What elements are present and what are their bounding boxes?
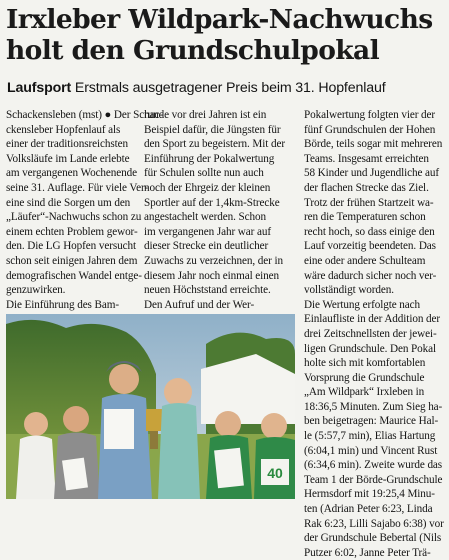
article-text-line: den. Die LG Hopfen versucht xyxy=(6,240,136,253)
article-text-line: eine sind die Sorgen um den xyxy=(6,196,131,209)
article-text-line: eine oder andere Schulteam xyxy=(304,254,426,267)
subheadline xyxy=(7,80,447,96)
article-text-line: ligen Grundschule. Den Pokal xyxy=(304,342,437,355)
article-text-line: Beispiel dafür, die Jüngsten für xyxy=(144,123,281,136)
article-text-line: Hermsdorf mit 19:25,4 Minu- xyxy=(304,488,435,501)
article-text-line: Pokalwertung folgten vier der xyxy=(304,109,436,121)
subheadline-kicker: Laufsport xyxy=(7,80,72,96)
article-text-line: recht hoch, so dass einige den xyxy=(304,225,435,238)
article-text-line: genzuwirken. xyxy=(6,284,66,297)
article-text-line: für Schulen sollte nun auch xyxy=(144,167,264,180)
article-text-line: „Am Wildpark“ Irxleben in xyxy=(304,386,425,399)
article-text-line: Die Wertung erfolgte nach xyxy=(304,298,420,311)
article-text-line: ckensleber Hopfenlauf als xyxy=(6,123,121,136)
article-text-line: Putzer 6:02, Janne Peter Trä- xyxy=(304,546,431,559)
article-text-line: dieser Strecke ein deutlicher xyxy=(144,240,269,253)
article-text-line: Team 1 der Börde-Grundschule xyxy=(304,473,443,486)
article-text-line: Volksläufe im Lande erlebte xyxy=(6,152,130,165)
article-text-line: 18:36,5 Minuten. Zum Sieg ha- xyxy=(304,400,443,413)
article-text-line: seine 31. Auflage. Für viele Ver- xyxy=(6,181,148,194)
article-text-line: fünf Grundschulen der Hohen xyxy=(304,123,436,136)
article-text-line: einer der traditionsreichsten xyxy=(6,138,128,151)
headline-line-2: holt den Grundschulpokal xyxy=(6,35,380,66)
article-text-line: der Grundschule Bebertal (Nils xyxy=(304,532,442,545)
article-text-line: Lauf vorzeitig beendeten. Das xyxy=(304,240,436,253)
article-text-line: Einführung der Pokalwertung xyxy=(144,152,275,165)
article-column-3 xyxy=(304,108,446,560)
article-text-line: (6:34,6 min). Zweite wurde das xyxy=(304,459,443,472)
article-text-line: diesem Jahr noch einmal einen xyxy=(144,269,280,282)
article-text-line: le (5:57,7 min), Elias Hartung xyxy=(304,430,436,443)
article-text-line: Teams. Insgesamt erreichten xyxy=(304,152,429,165)
article-text-line: Vorsprung die Grundschule xyxy=(304,371,425,384)
article-text-line: ben beigetragen: Maurice Hal- xyxy=(304,415,439,428)
article-text-line: ren die Temperaturen schon xyxy=(304,211,426,224)
article-column-1 xyxy=(6,108,163,327)
headline-line-1: Irxleber Wildpark-Nachwuchs xyxy=(6,4,433,35)
article-text-line: Den Aufruf und der Wer- xyxy=(144,298,255,311)
article-text-line: am vergangenen Wochenende xyxy=(6,167,138,180)
headline xyxy=(6,4,446,66)
article-photo xyxy=(6,314,295,499)
article-text-line: 58 Kinder und Jugendliche auf xyxy=(304,167,440,180)
article-text-line: vollständigt worden. xyxy=(304,284,394,297)
article-text-line: „Läufer“-Nachwuchs schon zu xyxy=(6,211,142,224)
article-text-line: drei Zeitschnellsten der jewei- xyxy=(304,327,437,340)
article-text-line: noch der Ehrgeiz der kleinen xyxy=(144,181,271,194)
article-text-line: Zuwachs zu verzeichnen, der in xyxy=(144,254,283,267)
article-text-line: angestachelt werden. Schon xyxy=(144,211,266,224)
article-text-line: ten (Adrian Peter 6:23, Linda xyxy=(304,503,433,516)
article-text-line: Trotz der frühen Startzeit wa- xyxy=(304,196,434,209)
article-column-2 xyxy=(144,108,297,327)
article-text-line: den Sport zu begeistern. Mit der xyxy=(144,138,285,151)
article-text-line: schon seit einigen Jahren dem xyxy=(6,254,138,267)
subheadline-text: Erstmals ausgetragener Preis beim 31. Hopfenlauf xyxy=(74,80,386,96)
article-text-line: Schackensleben (mst) ● Der Schac- xyxy=(6,109,163,121)
article-text-line: Einlaufliste in der Addition der xyxy=(304,313,440,326)
article-text-line: einem echten Problem gewor- xyxy=(6,225,138,238)
article-text-line: Die Einführung des Bam- xyxy=(6,298,119,311)
bib-number: 40 xyxy=(267,465,283,481)
article-text-line: wäre dadurch sicher noch ver- xyxy=(304,269,437,282)
article-text-line: Börde, teils sogar mit mehreren xyxy=(304,138,443,151)
article-text-line: runde vor drei Jahren ist ein xyxy=(144,109,267,121)
article-text-line: (6:04,1 min) und Vincent Rust xyxy=(304,444,438,457)
article-text-line: neuen Höchststand erreichte. xyxy=(144,284,271,297)
article-text-line: holte sich mit komfortablen xyxy=(304,357,426,370)
article-text-line: der flachen Strecke das Ziel. xyxy=(304,181,429,194)
article-text-line: im vergangenen Jahr war auf xyxy=(144,225,271,238)
article-text-line: Rak 6:23, Lilli Sajabo 6:38) vor xyxy=(304,517,444,530)
article-text-line: Sportler auf der 1,4km-Strecke xyxy=(144,196,280,209)
article-text-line: demografischen Wandel entge- xyxy=(6,269,142,282)
photo-children-with-trophy xyxy=(6,314,295,499)
